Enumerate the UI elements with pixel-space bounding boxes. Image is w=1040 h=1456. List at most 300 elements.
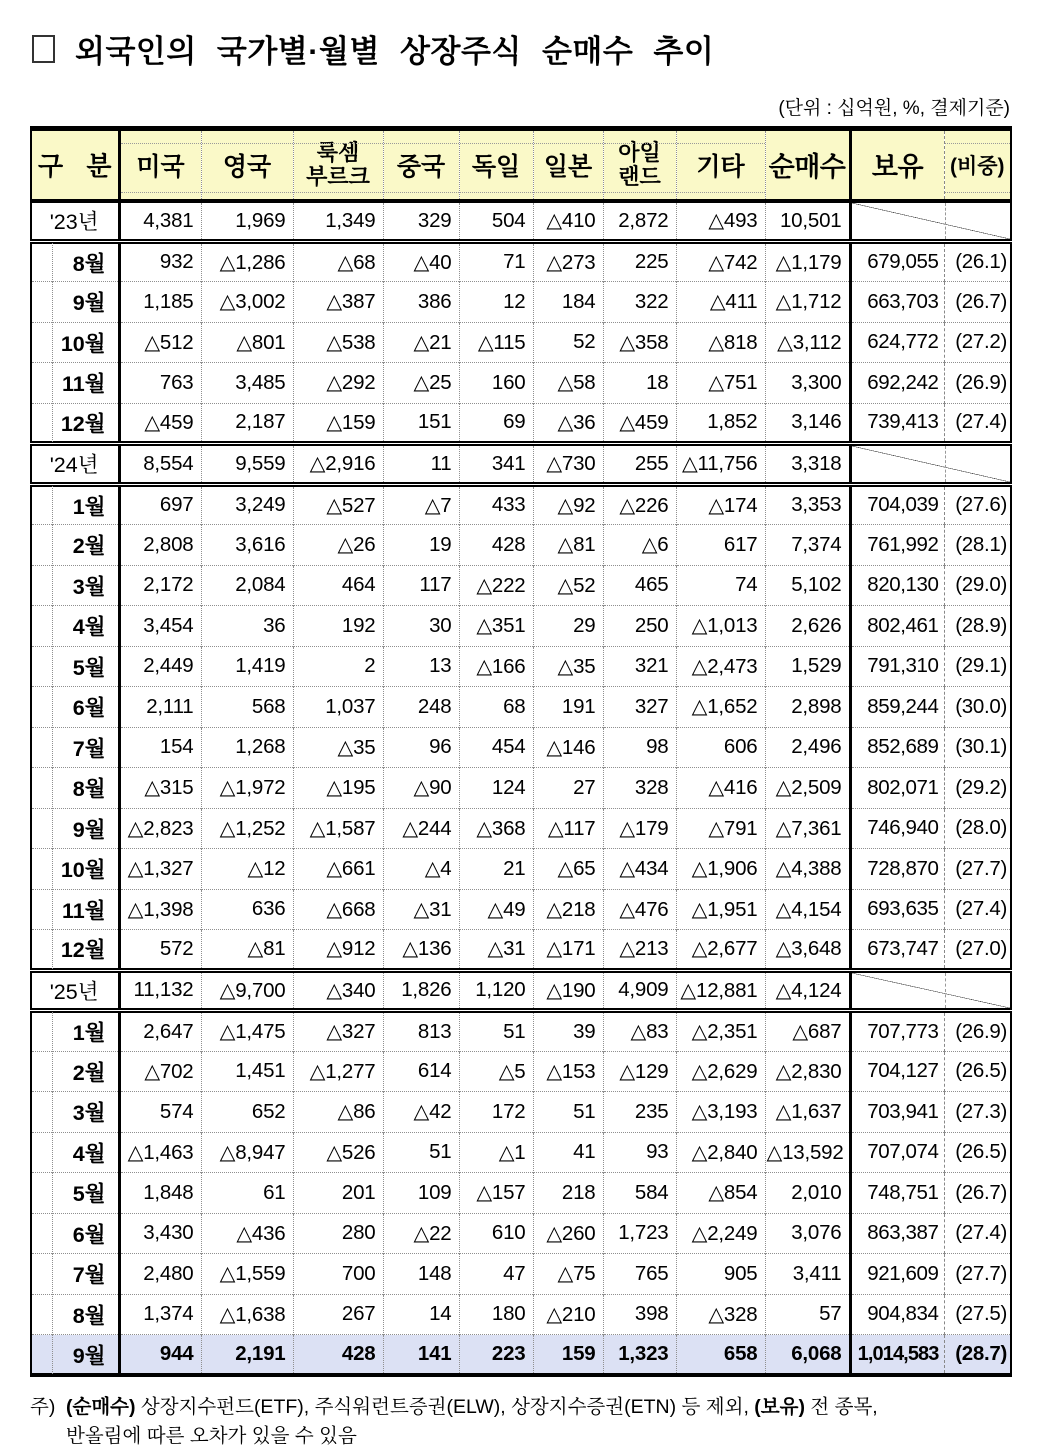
cell-holdings: 852,689 xyxy=(850,727,944,768)
cell-others: △2,249 xyxy=(676,1213,765,1254)
cell-others: △818 xyxy=(676,322,765,363)
cell-usa: 2,449 xyxy=(119,646,201,687)
cell-holdings: 859,244 xyxy=(850,687,944,728)
col-header-china: 중국 xyxy=(383,129,459,201)
col-header-germany: 독일 xyxy=(459,129,533,201)
cell-uk: △3,002 xyxy=(201,282,293,323)
row-label-2023-09: 9월 xyxy=(31,282,119,323)
row-label-2024-03: 3월 xyxy=(31,565,119,606)
cell-usa: △459 xyxy=(119,403,201,444)
cell-uk: △1,475 xyxy=(201,1011,293,1052)
cell-holdings: 624,772 xyxy=(850,322,944,363)
table-row-2024-09 xyxy=(31,808,1011,849)
cell-germany: 124 xyxy=(459,768,533,809)
cell-china: 148 xyxy=(383,1254,459,1295)
cell-weight: (29.1) xyxy=(944,646,1011,687)
cell-usa: 1,374 xyxy=(119,1294,201,1335)
cell-luxembourg: 2 xyxy=(293,646,383,687)
cell-luxembourg: 267 xyxy=(293,1294,383,1335)
table-row-2025-04 xyxy=(31,1132,1011,1173)
cell-netbuy: △1,712 xyxy=(765,282,850,323)
cell-netbuy: 3,411 xyxy=(765,1254,850,1295)
cell-japan: △117 xyxy=(533,808,603,849)
cell-netbuy: △1,179 xyxy=(765,241,850,282)
diagonal-line xyxy=(852,973,1011,1009)
cell-china: 19 xyxy=(383,525,459,566)
cell-china: △40 xyxy=(383,241,459,282)
cell-netbuy: 3,146 xyxy=(765,403,850,444)
cell-others: △1,951 xyxy=(676,889,765,930)
cell-netbuy: △7,361 xyxy=(765,808,850,849)
cell-china: 151 xyxy=(383,403,459,444)
cell-uk: 3,485 xyxy=(201,363,293,404)
cell-netbuy: 7,374 xyxy=(765,525,850,566)
cell-netbuy: △3,648 xyxy=(765,930,850,971)
cell-uk: 36 xyxy=(201,606,293,647)
cell-uk: 2,191 xyxy=(201,1335,293,1376)
cell-china: 109 xyxy=(383,1173,459,1214)
cell-others: △2,351 xyxy=(676,1011,765,1052)
row-label-2024-01: 1월 xyxy=(31,484,119,525)
cell-china: 117 xyxy=(383,565,459,606)
table-row-2025-02 xyxy=(31,1051,1011,1092)
cell-china: △25 xyxy=(383,363,459,404)
cell-germany: 12 xyxy=(459,282,533,323)
cell-others: △1,652 xyxy=(676,687,765,728)
cell-germany: △115 xyxy=(459,322,533,363)
cell-usa: △702 xyxy=(119,1051,201,1092)
cell-weight: (26.7) xyxy=(944,282,1011,323)
cell-holdings: 673,747 xyxy=(850,930,944,971)
cell-uk: △1,252 xyxy=(201,808,293,849)
table-row-2023-12 xyxy=(31,403,1011,444)
cell-weight: (27.2) xyxy=(944,322,1011,363)
cell-weight: (30.0) xyxy=(944,687,1011,728)
cell-ireland: 2,872 xyxy=(603,201,676,242)
cell-china: 13 xyxy=(383,646,459,687)
cell-weight: (26.9) xyxy=(944,363,1011,404)
cell-netbuy: 2,898 xyxy=(765,687,850,728)
cell-netbuy: 3,353 xyxy=(765,484,850,525)
cell-luxembourg: △387 xyxy=(293,282,383,323)
cell-germany: 610 xyxy=(459,1213,533,1254)
row-label-2023-10: 10월 xyxy=(31,322,119,363)
cell-holdings: 820,130 xyxy=(850,565,944,606)
cell-usa: △2,823 xyxy=(119,808,201,849)
cell-others: 658 xyxy=(676,1335,765,1376)
cell-ireland: 225 xyxy=(603,241,676,282)
col-header-netbuy: 순매수 xyxy=(765,129,850,201)
table-row-2024-03 xyxy=(31,565,1011,606)
cell-ireland: 18 xyxy=(603,363,676,404)
cell-uk: △9,700 xyxy=(201,970,293,1011)
cell-usa: △1,398 xyxy=(119,889,201,930)
cell-luxembourg: △527 xyxy=(293,484,383,525)
diagonal-empty-cell xyxy=(850,970,1011,1011)
cell-usa: 1,185 xyxy=(119,282,201,323)
cell-holdings: 704,039 xyxy=(850,484,944,525)
table-row-2023-10 xyxy=(31,322,1011,363)
cell-china: △4 xyxy=(383,849,459,890)
cell-holdings: 863,387 xyxy=(850,1213,944,1254)
cell-china: △7 xyxy=(383,484,459,525)
cell-holdings: 728,870 xyxy=(850,849,944,890)
cell-uk: 3,616 xyxy=(201,525,293,566)
table-row-2024 xyxy=(31,444,1011,485)
cell-china: △42 xyxy=(383,1092,459,1133)
cell-uk: 1,419 xyxy=(201,646,293,687)
cell-holdings: 802,071 xyxy=(850,768,944,809)
cell-luxembourg: 192 xyxy=(293,606,383,647)
row-label-2025-08: 8월 xyxy=(31,1294,119,1335)
diagonal-line xyxy=(852,203,1011,239)
cell-weight: (27.6) xyxy=(944,484,1011,525)
cell-china: 51 xyxy=(383,1132,459,1173)
cell-japan: 39 xyxy=(533,1011,603,1052)
row-label-2024-06: 6월 xyxy=(31,687,119,728)
cell-germany: △222 xyxy=(459,565,533,606)
cell-netbuy: 5,102 xyxy=(765,565,850,606)
cell-germany: △166 xyxy=(459,646,533,687)
cell-luxembourg: 700 xyxy=(293,1254,383,1295)
diagonal-line xyxy=(852,446,1011,482)
cell-germany: 51 xyxy=(459,1011,533,1052)
cell-japan: △81 xyxy=(533,525,603,566)
cell-germany: 71 xyxy=(459,241,533,282)
cell-uk: 2,187 xyxy=(201,403,293,444)
row-label-2025-06: 6월 xyxy=(31,1213,119,1254)
cell-others: △751 xyxy=(676,363,765,404)
cell-luxembourg: 280 xyxy=(293,1213,383,1254)
cell-netbuy: △4,388 xyxy=(765,849,850,890)
cell-germany: 68 xyxy=(459,687,533,728)
cell-japan: △730 xyxy=(533,444,603,485)
cell-germany: 69 xyxy=(459,403,533,444)
table-row-2023-08 xyxy=(31,241,1011,282)
cell-usa: 763 xyxy=(119,363,201,404)
cell-others: △493 xyxy=(676,201,765,242)
cell-germany: 160 xyxy=(459,363,533,404)
cell-uk: 9,559 xyxy=(201,444,293,485)
cell-japan: △58 xyxy=(533,363,603,404)
cell-holdings: 791,310 xyxy=(850,646,944,687)
cell-japan: 51 xyxy=(533,1092,603,1133)
cell-germany: △368 xyxy=(459,808,533,849)
cell-japan: △52 xyxy=(533,565,603,606)
cell-uk: △12 xyxy=(201,849,293,890)
cell-ireland: 328 xyxy=(603,768,676,809)
row-label-2025-05: 5월 xyxy=(31,1173,119,1214)
cell-usa: 8,554 xyxy=(119,444,201,485)
cell-uk: 568 xyxy=(201,687,293,728)
cell-ireland: △459 xyxy=(603,403,676,444)
col-header-luxembourg: 룩셈 부르크 xyxy=(293,129,383,201)
cell-others: △1,013 xyxy=(676,606,765,647)
cell-holdings: 1,014,583 xyxy=(850,1335,944,1376)
cell-weight: (26.5) xyxy=(944,1051,1011,1092)
cell-uk: △436 xyxy=(201,1213,293,1254)
cell-luxembourg: △159 xyxy=(293,403,383,444)
cell-japan: △218 xyxy=(533,889,603,930)
cell-usa: 932 xyxy=(119,241,201,282)
cell-luxembourg: 201 xyxy=(293,1173,383,1214)
title-row xyxy=(0,0,1040,71)
cell-usa: △1,327 xyxy=(119,849,201,890)
column-divider xyxy=(945,446,946,482)
cell-others: △174 xyxy=(676,484,765,525)
cell-china: 386 xyxy=(383,282,459,323)
cell-china: 1,826 xyxy=(383,970,459,1011)
cell-ireland: △358 xyxy=(603,322,676,363)
cell-ireland: 93 xyxy=(603,1132,676,1173)
cell-japan: 52 xyxy=(533,322,603,363)
table-row-2025 xyxy=(31,970,1011,1011)
cell-netbuy: △1,637 xyxy=(765,1092,850,1133)
cell-holdings: 707,773 xyxy=(850,1011,944,1052)
cell-ireland: 1,323 xyxy=(603,1335,676,1376)
cell-uk: 636 xyxy=(201,889,293,930)
cell-japan: △65 xyxy=(533,849,603,890)
cell-usa: 574 xyxy=(119,1092,201,1133)
cell-weight: (30.1) xyxy=(944,727,1011,768)
col-header-uk: 영국 xyxy=(201,129,293,201)
cell-usa: 572 xyxy=(119,930,201,971)
row-label-2023-08: 8월 xyxy=(31,241,119,282)
footnote-prefix: 주) xyxy=(30,1396,56,1418)
unit-note: (단위 : 십억원, %, 결제기준) xyxy=(778,98,1010,119)
cell-netbuy: △4,124 xyxy=(765,970,850,1011)
cell-others: △3,193 xyxy=(676,1092,765,1133)
table-row-2024-12 xyxy=(31,930,1011,971)
cell-germany: 47 xyxy=(459,1254,533,1295)
footnote-text-2: 전 종목, xyxy=(804,1396,878,1418)
col-header-holdings: 보유 xyxy=(850,129,944,201)
cell-weight: (27.3) xyxy=(944,1092,1011,1133)
cell-luxembourg: △668 xyxy=(293,889,383,930)
cell-luxembourg: △1,277 xyxy=(293,1051,383,1092)
page-title: 외국인의 국가별·월별 상장주식 순매수 추이 xyxy=(75,34,715,69)
cell-usa: 2,480 xyxy=(119,1254,201,1295)
cell-luxembourg: 1,037 xyxy=(293,687,383,728)
cell-ireland: 98 xyxy=(603,727,676,768)
cell-usa: 2,172 xyxy=(119,565,201,606)
cell-japan: △153 xyxy=(533,1051,603,1092)
cell-japan: 184 xyxy=(533,282,603,323)
cell-germany: △31 xyxy=(459,930,533,971)
cell-japan: 41 xyxy=(533,1132,603,1173)
row-label-2024-07: 7월 xyxy=(31,727,119,768)
table-row-2025-09 xyxy=(31,1335,1011,1376)
cell-ireland: 584 xyxy=(603,1173,676,1214)
row-label-2024-09: 9월 xyxy=(31,808,119,849)
cell-japan: △190 xyxy=(533,970,603,1011)
cell-weight: (27.7) xyxy=(944,849,1011,890)
cell-china: 614 xyxy=(383,1051,459,1092)
table-row-2025-08 xyxy=(31,1294,1011,1335)
cell-china: △22 xyxy=(383,1213,459,1254)
cell-netbuy: 2,496 xyxy=(765,727,850,768)
cell-uk: △1,286 xyxy=(201,241,293,282)
row-label-2023-12: 12월 xyxy=(31,403,119,444)
net-purchase-table xyxy=(30,126,1012,1377)
row-label-2025-03: 3월 xyxy=(31,1092,119,1133)
cell-usa: 3,454 xyxy=(119,606,201,647)
table-row-2023-11 xyxy=(31,363,1011,404)
cell-netbuy: 10,501 xyxy=(765,201,850,242)
cell-weight: (27.0) xyxy=(944,930,1011,971)
cell-usa: 2,111 xyxy=(119,687,201,728)
cell-netbuy: 6,068 xyxy=(765,1335,850,1376)
row-label-2025: '25년 xyxy=(31,970,119,1011)
cell-uk: 61 xyxy=(201,1173,293,1214)
cell-netbuy: 2,626 xyxy=(765,606,850,647)
cell-luxembourg: △26 xyxy=(293,525,383,566)
cell-luxembourg: △912 xyxy=(293,930,383,971)
cell-ireland: 255 xyxy=(603,444,676,485)
cell-china: △31 xyxy=(383,889,459,930)
table-row-2024-06 xyxy=(31,687,1011,728)
cell-usa: 4,381 xyxy=(119,201,201,242)
cell-luxembourg: △35 xyxy=(293,727,383,768)
row-label-2025-02: 2월 xyxy=(31,1051,119,1092)
cell-luxembourg: △195 xyxy=(293,768,383,809)
cell-germany: △1 xyxy=(459,1132,533,1173)
table-row-2025-01 xyxy=(31,1011,1011,1052)
cell-others: △2,473 xyxy=(676,646,765,687)
cell-weight: (26.1) xyxy=(944,241,1011,282)
cell-uk: 1,268 xyxy=(201,727,293,768)
column-divider xyxy=(945,973,946,1009)
cell-luxembourg: △526 xyxy=(293,1132,383,1173)
cell-holdings: 739,413 xyxy=(850,403,944,444)
row-label-2024-05: 5월 xyxy=(31,646,119,687)
cell-others: 74 xyxy=(676,565,765,606)
cell-netbuy: 3,318 xyxy=(765,444,850,485)
cell-japan: 159 xyxy=(533,1335,603,1376)
cell-germany: 172 xyxy=(459,1092,533,1133)
table-row-2024-02 xyxy=(31,525,1011,566)
cell-weight: (27.4) xyxy=(944,1213,1011,1254)
cell-usa: 2,808 xyxy=(119,525,201,566)
row-label-2025-09: 9월 xyxy=(31,1335,119,1376)
cell-others: 617 xyxy=(676,525,765,566)
cell-usa: 2,647 xyxy=(119,1011,201,1052)
cell-weight: (26.7) xyxy=(944,1173,1011,1214)
cell-china: 30 xyxy=(383,606,459,647)
row-label-2023: '23년 xyxy=(31,201,119,242)
cell-germany: △351 xyxy=(459,606,533,647)
table-row-2025-05 xyxy=(31,1173,1011,1214)
cell-china: 141 xyxy=(383,1335,459,1376)
cell-holdings: 692,242 xyxy=(850,363,944,404)
cell-uk: △81 xyxy=(201,930,293,971)
cell-japan: △75 xyxy=(533,1254,603,1295)
cell-ireland: △6 xyxy=(603,525,676,566)
cell-japan: △273 xyxy=(533,241,603,282)
cell-usa: 154 xyxy=(119,727,201,768)
cell-uk: △801 xyxy=(201,322,293,363)
cell-netbuy: 1,529 xyxy=(765,646,850,687)
cell-luxembourg: △68 xyxy=(293,241,383,282)
cell-weight: (29.0) xyxy=(944,565,1011,606)
cell-ireland: △213 xyxy=(603,930,676,971)
table-row-2024-07 xyxy=(31,727,1011,768)
row-label-2024: '24년 xyxy=(31,444,119,485)
cell-others: △2,677 xyxy=(676,930,765,971)
cell-others: 606 xyxy=(676,727,765,768)
footnote xyxy=(30,1393,1010,1452)
table-row-2024-05 xyxy=(31,646,1011,687)
row-label-2024-10: 10월 xyxy=(31,849,119,890)
cell-usa: △512 xyxy=(119,322,201,363)
cell-others: △2,629 xyxy=(676,1051,765,1092)
col-header-japan: 일본 xyxy=(533,129,603,201)
footnote-body xyxy=(66,1393,1010,1452)
cell-others: △854 xyxy=(676,1173,765,1214)
cell-luxembourg: △2,916 xyxy=(293,444,383,485)
cell-uk: △1,972 xyxy=(201,768,293,809)
cell-usa: △1,463 xyxy=(119,1132,201,1173)
cell-netbuy: 2,010 xyxy=(765,1173,850,1214)
col-header-ireland: 아일 랜드 xyxy=(603,129,676,201)
cell-germany: 504 xyxy=(459,201,533,242)
cell-germany: 341 xyxy=(459,444,533,485)
cell-ireland: 322 xyxy=(603,282,676,323)
cell-weight: (28.9) xyxy=(944,606,1011,647)
cell-luxembourg: △661 xyxy=(293,849,383,890)
cell-weight: (27.4) xyxy=(944,403,1011,444)
cell-others: 1,852 xyxy=(676,403,765,444)
cell-holdings: 761,992 xyxy=(850,525,944,566)
cell-japan: △410 xyxy=(533,201,603,242)
col-header-weight: (비중) xyxy=(944,129,1011,201)
cell-uk: 1,969 xyxy=(201,201,293,242)
cell-weight: (26.5) xyxy=(944,1132,1011,1173)
cell-netbuy: △13,592 xyxy=(765,1132,850,1173)
cell-netbuy: △2,509 xyxy=(765,768,850,809)
table-row-2024-10 xyxy=(31,849,1011,890)
row-label-2024-12: 12월 xyxy=(31,930,119,971)
cell-holdings: 679,055 xyxy=(850,241,944,282)
cell-others: △791 xyxy=(676,808,765,849)
cell-uk: 2,084 xyxy=(201,565,293,606)
row-label-2024-08: 8월 xyxy=(31,768,119,809)
cell-weight: (29.2) xyxy=(944,768,1011,809)
cell-luxembourg: 1,349 xyxy=(293,201,383,242)
cell-ireland: △129 xyxy=(603,1051,676,1092)
table-row-2025-03 xyxy=(31,1092,1011,1133)
diagonal-empty-cell xyxy=(850,201,1011,242)
cell-holdings: 693,635 xyxy=(850,889,944,930)
cell-holdings: 746,940 xyxy=(850,808,944,849)
cell-usa: 11,132 xyxy=(119,970,201,1011)
cell-luxembourg: △1,587 xyxy=(293,808,383,849)
cell-china: 248 xyxy=(383,687,459,728)
cell-weight: (27.7) xyxy=(944,1254,1011,1295)
cell-netbuy: 3,300 xyxy=(765,363,850,404)
col-header-gubun: 구 분 xyxy=(31,129,119,201)
cell-holdings: 704,127 xyxy=(850,1051,944,1092)
row-label-2025-01: 1월 xyxy=(31,1011,119,1052)
cell-china: △136 xyxy=(383,930,459,971)
cell-others: △416 xyxy=(676,768,765,809)
cell-weight: (28.1) xyxy=(944,525,1011,566)
col-header-usa: 미국 xyxy=(119,129,201,201)
cell-others: △11,756 xyxy=(676,444,765,485)
cell-ireland: 235 xyxy=(603,1092,676,1133)
table-row-2024-11 xyxy=(31,889,1011,930)
cell-luxembourg: △538 xyxy=(293,322,383,363)
